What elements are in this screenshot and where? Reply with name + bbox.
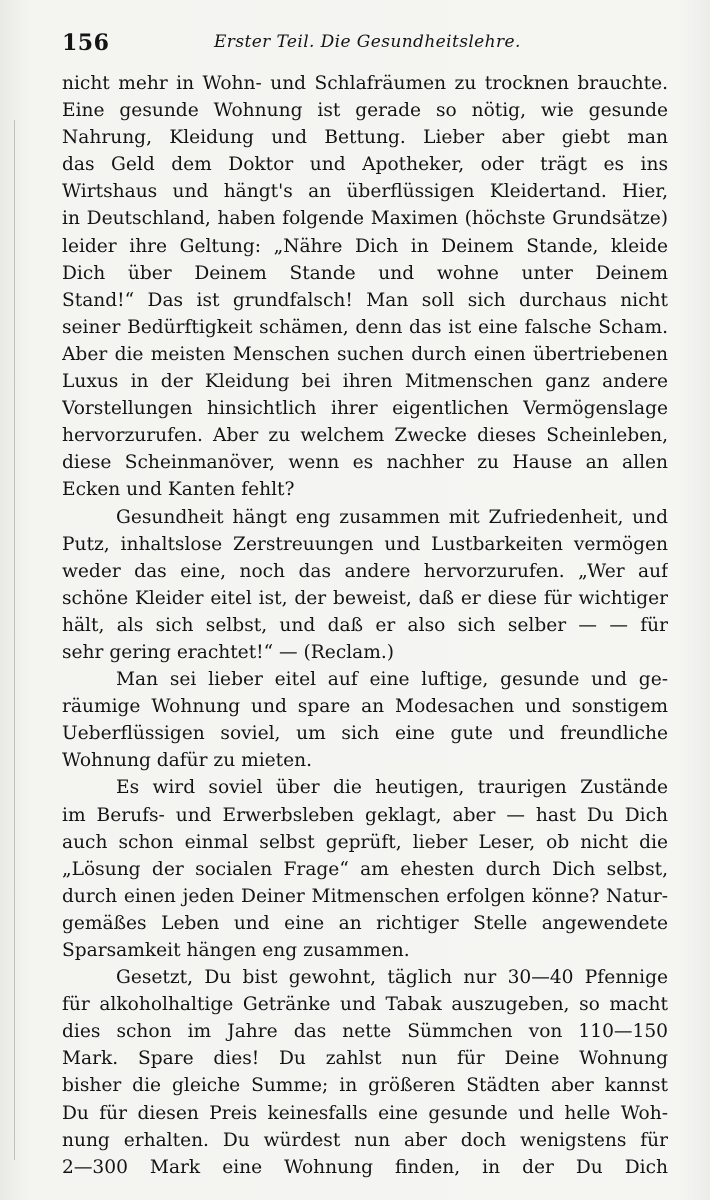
text-line: „Lösung der socialen Frage“ am ehesten durch Dich selbst,: [62, 858, 668, 880]
text-line: nung erhalten. Du würdest nun aber doch wenigstens für: [62, 1129, 668, 1151]
text-line: in Deutschland, haben folgende Maximen (höchste Grundsätze): [62, 208, 668, 230]
text-line: für alkoholhaltige Getränke und Tabak auszugeben, so macht: [62, 994, 668, 1016]
text-line: leider ihre Geltung: „Nähre Dich in Deinem Stande, kleide: [62, 235, 668, 257]
text-line: Ecken und Kanten fehlt?: [62, 479, 295, 501]
text-line: nicht mehr in Wohn- und Schlafräumen zu trocknen brauchte.: [62, 73, 668, 94]
text-line: Eine gesunde Wohnung ist gerade so nötig, wie gesunde: [62, 100, 668, 122]
text-line: Putz, inhaltslose Zerstreuungen und Lustbarkeiten vermögen: [62, 533, 668, 555]
text-line: durch einen jeden Deiner Mitmenschen erfolgen könne? Natur-: [62, 885, 668, 907]
text-line: Wirtshaus und hängt's an überflüssigen Kleidertand. Hier,: [62, 181, 668, 203]
text-line: Man sei lieber eitel auf eine luftige, gesunde und ge-: [116, 669, 668, 691]
text-line: räumige Wohnung und spare an Modesachen und sonstigem: [62, 696, 668, 718]
running-title: Erster Teil. Die Gesundheitslehre.: [214, 32, 521, 52]
page-header: [62, 30, 672, 60]
text-line: hervorzurufen. Aber zu welchem Zwecke dieses Scheinleben,: [62, 425, 668, 447]
text-line: Du für diesen Preis keinesfalls eine gesunde und helle Woh-: [62, 1102, 668, 1124]
text-line: Gesetzt, Du bist gewohnt, täglich nur 30—40 Pfennige: [116, 967, 668, 989]
body-text: [62, 70, 668, 1181]
text-line: Sparsamkeit hängen eng zusammen.: [62, 940, 410, 961]
text-line: Gesundheit hängt eng zusammen mit Zufriedenheit, und: [116, 506, 668, 528]
text-line: sehr gering erachtet!“ — (Reclam.): [62, 641, 395, 663]
text-line: Luxus in der Kleidung bei ihren Mitmenschen ganz andere: [62, 371, 668, 393]
text-line: 2—300 Mark eine Wohnung finden, in der Du Dich: [62, 1156, 668, 1178]
text-line: auch schon einmal selbst geprüft, lieber Leser, ob nicht die: [62, 831, 668, 853]
text-line: Mark. Spare dies! Du zahlst nun für Deine Wohnung: [62, 1048, 668, 1070]
text-line: Dich über Deinem Stande und wohne unter Deinem: [62, 262, 668, 284]
text-line: im Berufs- und Erwerbsleben geklagt, aber — hast Du Dich: [62, 804, 668, 826]
text-line: bisher die gleiche Summe; in größeren Städten aber kannst: [62, 1075, 668, 1097]
text-line: dies schon im Jahre das nette Sümmchen von 110—150: [62, 1021, 668, 1043]
text-line: gemäßes Leben und eine an richtiger Stelle angewendete: [62, 912, 668, 934]
text-line: weder das eine, noch das andere hervorzurufen. „Wer auf: [62, 560, 668, 582]
page-edge-shadow: [14, 120, 15, 1160]
text-line: Vorstellungen hinsichtlich ihrer eigentlichen Vermögenslage: [62, 398, 668, 420]
text-line: seiner Bedürftigkeit schämen, denn das ist eine falsche Scham.: [62, 316, 668, 338]
text-line: Ueberflüssigen soviel, um sich eine gute und freundliche: [62, 723, 668, 745]
text-line: Aber die meisten Menschen suchen durch einen übertriebenen: [62, 343, 668, 365]
text-line: hält, als sich selbst, und daß er also sich selber — — für: [62, 614, 668, 636]
page-number: 156: [62, 30, 110, 56]
text-line: Stand!“ Das ist grundfalsch! Man soll sich durchaus nicht: [62, 289, 668, 311]
text-line: diese Scheinmanöver, wenn es nachher zu Hause an allen: [62, 452, 668, 474]
text-line: Es wird soviel über die heutigen, traurigen Zustände: [116, 777, 668, 799]
text-line: Wohnung dafür zu mieten.: [62, 750, 313, 772]
text-line: schöne Kleider eitel ist, der beweist, daß er diese für wichtiger: [62, 587, 668, 609]
text-line: das Geld dem Doktor und Apotheker, oder trägt es ins: [62, 154, 668, 176]
text-line: Nahrung, Kleidung und Bettung. Lieber aber giebt man: [62, 127, 668, 149]
